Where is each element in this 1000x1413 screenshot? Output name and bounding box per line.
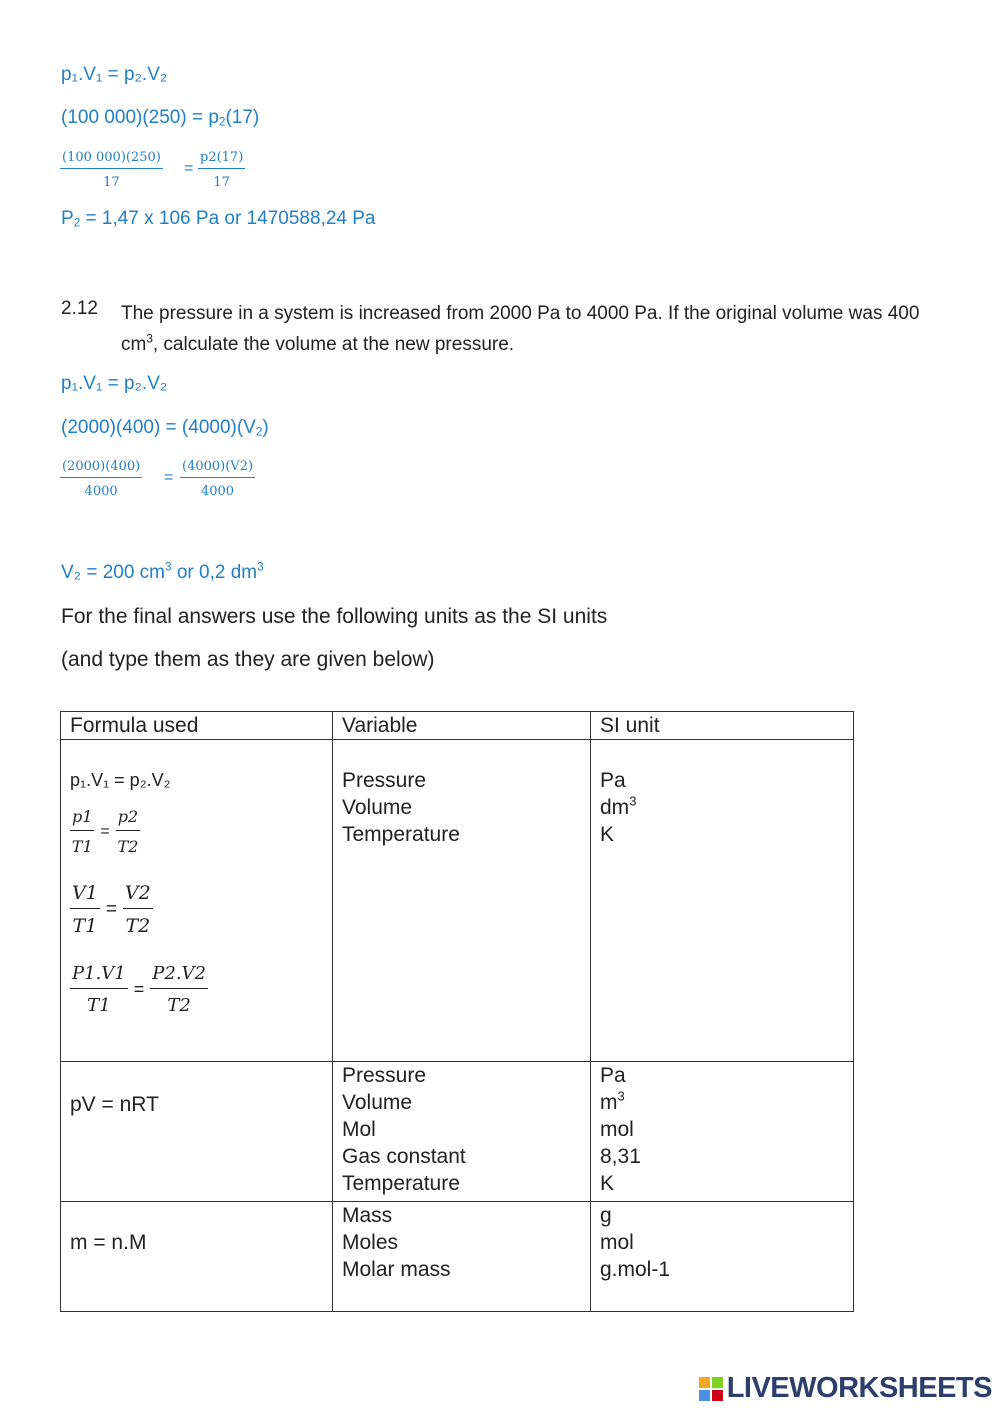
unit-k: K xyxy=(600,1172,615,1195)
formula-cell-ideal-gas xyxy=(61,1062,333,1202)
formula-ideal-gas: pV = nRT xyxy=(70,1093,159,1116)
intro-line-1: For the final answers use the following units as the SI units xyxy=(61,605,608,628)
unit-cell-gas-laws xyxy=(591,740,854,1062)
variable-temperature: Temperature xyxy=(342,1172,460,1195)
unit-pa: Pa xyxy=(600,1064,626,1087)
unit-k: K xyxy=(600,823,615,846)
logo-square xyxy=(699,1390,710,1401)
unit-mol: mol xyxy=(600,1231,634,1254)
logo-square xyxy=(712,1390,723,1401)
variable-molar-mass: Molar mass xyxy=(342,1258,451,1281)
unit-mol: mol xyxy=(600,1118,634,1141)
si-units-table xyxy=(60,711,854,1312)
table-header-row xyxy=(61,712,854,740)
solution2-fraction-equals: = xyxy=(164,469,174,486)
unit-m3: $m^3$ xyxy=(600,1088,625,1114)
unit-g-per-mol: g.mol-1 xyxy=(600,1258,671,1281)
unit-gas-constant: 8,31 xyxy=(600,1145,641,1168)
formula-mass: m = n.M xyxy=(70,1231,147,1254)
table-row xyxy=(61,740,854,1062)
unit-cell-ideal-gas xyxy=(591,1062,854,1202)
solution2-fraction-right: $\frac{(4000)(V2)}{4000}$ xyxy=(182,459,254,499)
variable-volume: Volume xyxy=(342,796,413,819)
header-si-unit: SI unit xyxy=(591,712,854,740)
unit-cell-mass xyxy=(591,1202,854,1312)
unit-g: g xyxy=(600,1204,612,1227)
variable-cell-ideal-gas xyxy=(333,1062,591,1202)
liveworksheets-logo-text: LIVEWORKSHEETS xyxy=(726,1372,992,1404)
solution1-fraction-left: $\frac{(100 000)(250)}{17}$ xyxy=(62,150,161,190)
variable-cell-mass xyxy=(333,1202,591,1312)
header-variable: Variable xyxy=(333,712,591,740)
solution1-equation-1: p₁.V₁ = p₂.V₂ xyxy=(61,64,168,85)
formula-cell-mass xyxy=(61,1202,333,1312)
question-number: 2.12 xyxy=(61,298,98,319)
unit-pa: Pa xyxy=(600,769,626,792)
intro-line-2: (and type them as they are given below) xyxy=(61,648,435,671)
liveworksheets-logo-icon xyxy=(699,1377,723,1401)
solution1-fraction-right: $\frac{p2(17)}{17}$ xyxy=(200,150,244,190)
solution1-fraction-equals: = xyxy=(184,160,194,177)
formula-pressure-law: $\frac{p1}{T1}$ = $\frac{p2}{T2}$ xyxy=(71,807,139,856)
variable-moles: Moles xyxy=(342,1231,399,1254)
variable-pressure: Pressure xyxy=(342,1064,427,1087)
header-formula: Formula used xyxy=(61,712,333,740)
formula-boyle: p₁.V₁ = p₂.V₂ xyxy=(70,770,171,790)
logo-square xyxy=(699,1377,710,1388)
question-text: The pressure in a system is increased from 2000 Pa to 4000 Pa. If the original volume was 400 $cm^3$, calculate the volume at the new pressure. xyxy=(121,303,920,355)
table-row xyxy=(61,1062,854,1202)
table-row xyxy=(61,1202,854,1312)
solution1-answer: $P_2 = 1,47$ x 106 Pa or 1470588,24 Pa xyxy=(61,208,376,230)
formula-combined-gas-law: $\frac{P1.V1}{T1}$ = $\frac{P2.V2}{T2}$ xyxy=(72,963,207,1016)
variable-pressure: Pressure xyxy=(342,769,427,792)
solution2-equation-2: $(2000)(400) = (4000)(V_2)$ xyxy=(61,417,269,439)
solution1-equation-2: (100 $000)(250) = p_2(17)$ xyxy=(61,107,260,129)
variable-mol: Mol xyxy=(342,1118,376,1141)
variable-gas-constant: Gas constant xyxy=(342,1145,466,1168)
formula-charles-law: $\frac{V1}{T1}$ = $\frac{V2}{T2}$ xyxy=(72,882,151,937)
variable-mass: Mass xyxy=(342,1204,393,1227)
variable-volume: Volume xyxy=(342,1091,413,1114)
variable-temperature: Temperature xyxy=(342,823,460,846)
formula-cell-gas-laws xyxy=(61,740,333,1062)
solution2-fraction-left: $\frac{(2000)(400)}{4000}$ xyxy=(62,459,141,499)
liveworksheets-logo xyxy=(699,1372,992,1405)
solution2-answer: V₂ = 200 $cm^3$ or 0,2 $dm^3$ xyxy=(61,560,264,583)
unit-dm3: $dm^3$ xyxy=(600,793,637,819)
variable-cell-gas-laws xyxy=(333,740,591,1062)
solution2-equation-1: p₁.V₁ = p₂.V₂ xyxy=(61,373,168,394)
logo-square xyxy=(712,1377,723,1388)
